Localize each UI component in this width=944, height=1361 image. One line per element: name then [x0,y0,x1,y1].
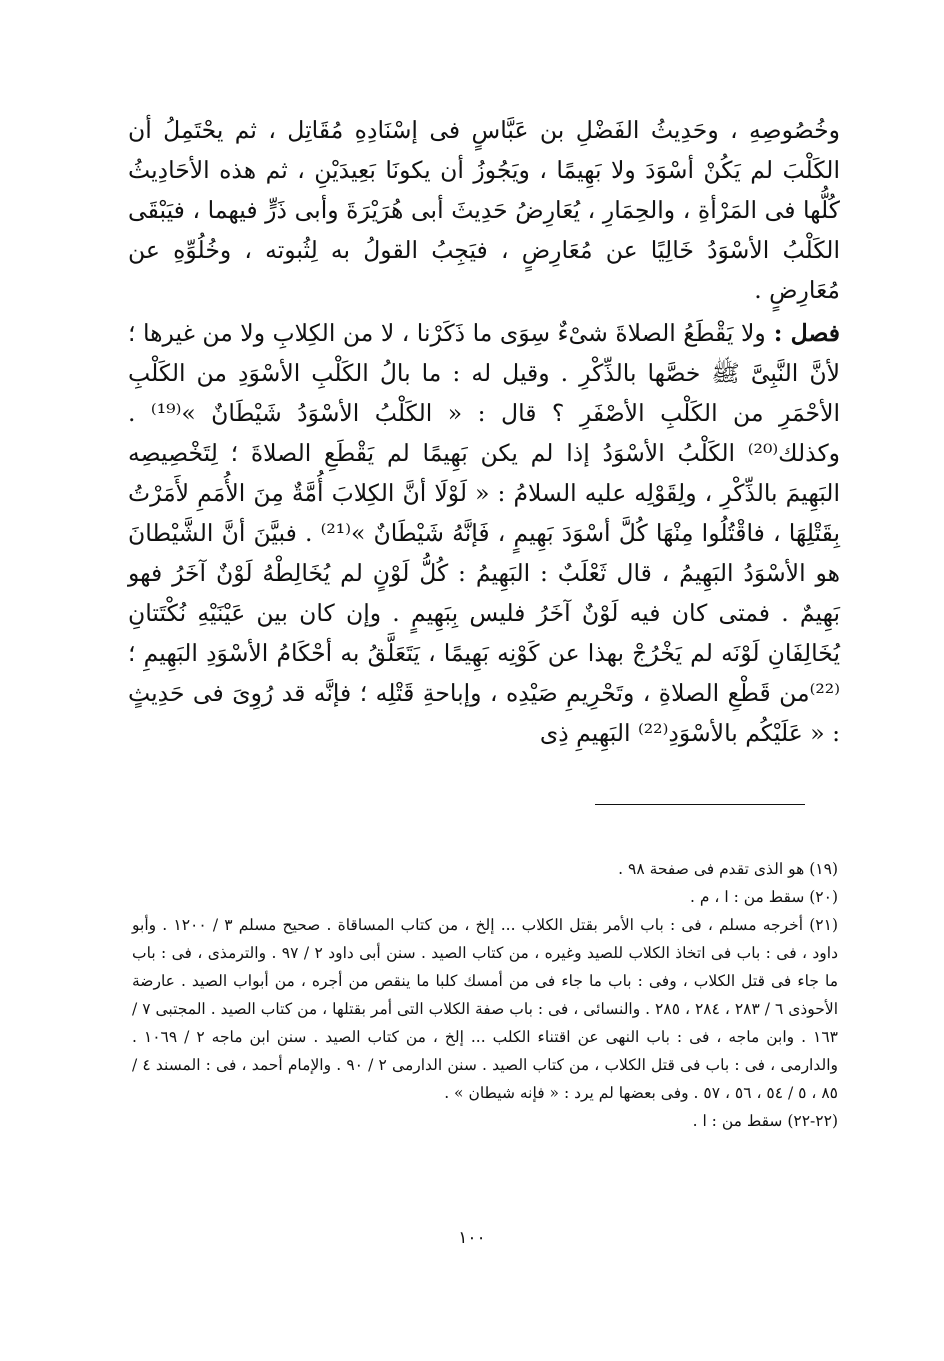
paragraph-1: وخُصُوصِهِ ، وحَدِيثُ الفَضْلِ بن عَبَّاسٍ فى إسْنَادِهِ مُقَاتِل ، ثم يحْتَمِلُ أن الكَلْبَ لم يَكُنْ أسْوَدَ ولا بَهِيمًا ، ويَجُوزُ أن يكونَا بَعِيدَيْنِ ، ثم هذه الأحَادِيثُ كُلُّها فى المَرْأةِ ، والحِمَارِ ، يُعَارِضُ حَدِيثَ أبى هُرَيْرَةَ وأبى ذَرٍّ فيهما ، فيَبْقَى الكَلْبُ الأسْوَدُ خَالِيًا عن مُعَارِضٍ ، فيَجِبُ القولُ به لِثُبوته ، وخُلُوِّهِ عن مُعَارِضٍ . [128,116,840,304]
paragraph-2-text: ولا يَقْطَعُ الصلاةَ شىْءٌ سِوَى ما ذَكَرْنا ، لا من الكِلابِ ولا من غيرها ؛ لأنَّ النَّبِىَّ ﷺ خصَّها بالذِّكْرِ . وقيل له : ما بالُ الكَلْبِ الأسْوَدِ من الكَلْبِ الأحْمَرِ من الكَلْبِ الأصْفَرِ ؟ قال : « الكَلْبُ الأسْوَدُ شَيْطَانٌ »⁽¹⁹⁾ . وكذلك⁽²⁰⁾ الكَلْبُ الأسْوَدُ إذا لم يكن بَهِيمًا لم يَقْطَعِ الصلاةَ ؛ لِتَخْصِيصِه البَهِيمَ بالذِّكْرِ ، ولِقَوْلِه عليه السلامُ : « لَوْلَا أنَّ الكِلابَ أُمَّةٌ مِنَ الأُمَمِ لأَمَرْتُ بِقَتْلِهَا ، فاقْتُلُوا مِنْهَا كُلَّ أسْوَدَ بَهِيمٍ ، فَإنَّهُ شَيْطَانٌ »⁽²¹⁾ . فبيَّنَ أنَّ الشَّيْطانَ هو الأسْوَدُ البَهِيمُ ، قال ثَعْلَبٌ : البَهِيمُ : كُلُّ لَوْنٍ لم يُخَالِطْهُ لَوْنٌ آخَرُ فهو بَهِيمٌ . فمتى كان فيه لَوْنٌ آخَرُ فليس بِبَهِيمٍ . وإن كان بين عَيْنَيْهِ نُكْتَتانِ يُخَالِفَانِ لَوْنَه لم يَخْرُجْ بهذا عن كَوْنِه بَهِيمًا ، يَتَعَلَّقُ به أحْكَامُ الأسْوَدِ البَهِيمِ ؛ ⁽²²⁾من قَطْعِ الصلاةِ ، وتَحْرِيمِ صَيْدِه ، وإباحةِ قَتْلِه ؛ فإنَّه قد رُوِىَ فى حَدِيثٍ : « عَلَيْكُم بالأسْوَدِ⁽²²⁾ البَهِيمِ ذِى [128,319,841,747]
footnote-20: (٢٠) سقط من : ا ، م . [690,888,838,906]
footnote-separator [595,804,805,805]
footnote-21: (٢١) أخرجه مسلم ، فى : باب الأمر بقتل الكلاب ... إلخ ، من كتاب المساقاة . صحيح مسلم ٣ / ١٢٠٠ . وأبو داود ، فى : باب فى اتخاذ الكلاب للصيد وغيره ، من كتاب الصيد . سنن أبى داود ٢ / ٩٧ . والترمذى ، فى : باب ما جاء فى قتل الكلاب ، وفى : باب ما جاء فى من أمسك كلبا ما ينقص من أجره ، من أبواب الصيد . عارضة الأحوذى ٦ / ٢٨٣ ، ٢٨٤ ، ٢٨٥ . والنسائى ، فى : باب صفة الكلاب التى أمر بقتلها ، من كتاب الصيد . المجتبى ٧ / ١٦٣ . وابن ماجه ، فى : باب النهى عن اقتناء الكلب ... إلخ ، من كتاب الصيد . سنن ابن ماجه ٢ / ١٠٦٩ . والدارمى ، فى : باب فى قتل الكلاب ، من كتاب الصيد . سنن الدارمى ٢ / ٩٠ . والإمام أحمد ، فى : المسند ٤ / ٨٥ ، ٥ / ٥٤ ، ٥٦ ، ٥٧ . وفى بعضها لم يرد : « فإنه شيطان » . [132,916,839,1102]
footnote-19: (١٩) هو الذى تقدم فى صفحة ٩٨ . [618,860,838,878]
section-heading-fasl: فصل : [773,319,840,347]
footnotes [132,855,838,1135]
page-number: ١٠٠ [458,1228,486,1248]
footnote-22: (٢٢-٢٢) سقط من : ا . [692,1112,838,1130]
paragraph-2 [128,313,840,753]
